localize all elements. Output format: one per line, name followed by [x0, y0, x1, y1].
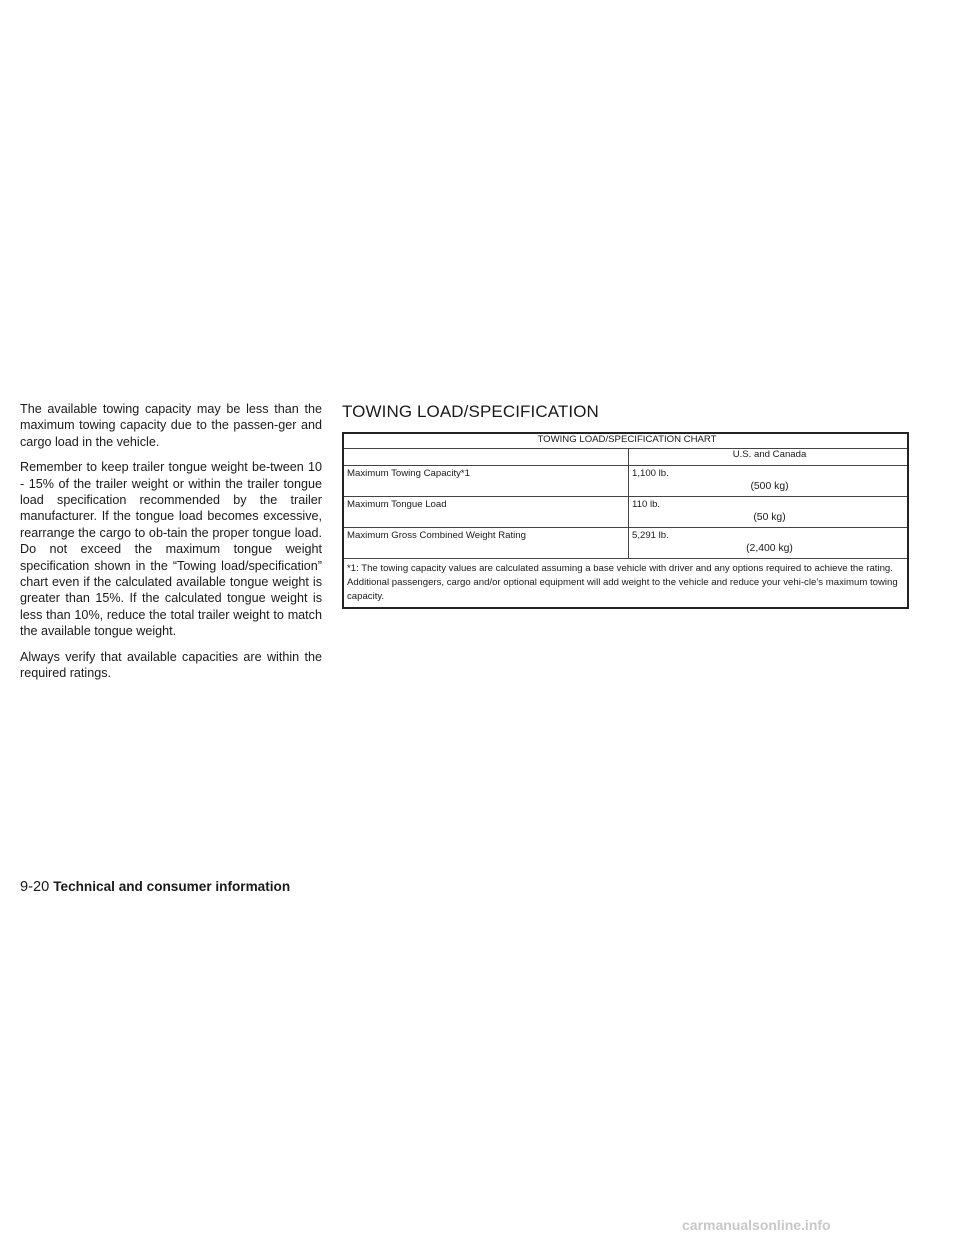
- row-value: [629, 528, 909, 559]
- value-kg: (500 kg): [750, 481, 789, 492]
- paragraph-3: Always verify that available capacities are within the required ratings.: [20, 649, 322, 681]
- row-label: Maximum Gross Combined Weight Rating: [343, 528, 629, 559]
- body-text-column: [20, 401, 322, 691]
- table-row: [343, 528, 908, 559]
- value-kg: (2,400 kg): [746, 543, 793, 554]
- row-value: [629, 497, 909, 528]
- region-header: U.S. and Canada: [629, 449, 909, 466]
- page-number: 9-20: [20, 879, 50, 895]
- table-row: [343, 466, 908, 497]
- row-label: Maximum Towing Capacity*1: [343, 466, 629, 497]
- footer-section-name: Technical and consumer information: [53, 879, 291, 894]
- section-heading: TOWING LOAD/SPECIFICATION: [342, 402, 599, 421]
- table-title: TOWING LOAD/SPECIFICATION CHART: [343, 433, 908, 449]
- spec-section: [342, 402, 909, 609]
- paragraph-1: The available towing capacity may be less than the maximum towing capacity due to the passen-ger and cargo load in the vehicle.: [20, 402, 322, 449]
- value-kg: (50 kg): [753, 512, 786, 523]
- value-lb: 5,291 lb.: [632, 530, 669, 541]
- row-value: [629, 466, 909, 497]
- page-footer: [20, 877, 290, 896]
- table-footnote: *1: The towing capacity values are calculated assuming a base vehicle with driver and any options required to achieve the rating. Additional passengers, cargo and/or optional equipment will add weight to the vehicle and reduce your vehi-cle’s maximum towing capacity.: [343, 559, 908, 609]
- towing-spec-table: [342, 432, 909, 609]
- row-label: Maximum Tongue Load: [343, 497, 629, 528]
- paragraph-2: Remember to keep trailer tongue weight be-tween 10 - 15% of the trailer weight or within the trailer tongue load specification recommended by the trailer manufacturer. If the tongue load becomes excessive, rearrange the cargo to ob-tain the proper tongue load. Do not exceed the maximum tongue weight specification shown in the “Towing load/specification” chart even if the calculated available tongue weight is greater than 15%. If the calculated tongue weight is less than 10%, reduce the total trailer weight to match the available tongue weight.: [20, 460, 322, 639]
- watermark: carmanualsonline.info: [682, 1217, 831, 1233]
- value-lb: 1,100 lb.: [632, 468, 669, 479]
- value-lb: 110 lb.: [632, 499, 661, 510]
- table-row: [343, 497, 908, 528]
- table-header-blank: [343, 449, 629, 466]
